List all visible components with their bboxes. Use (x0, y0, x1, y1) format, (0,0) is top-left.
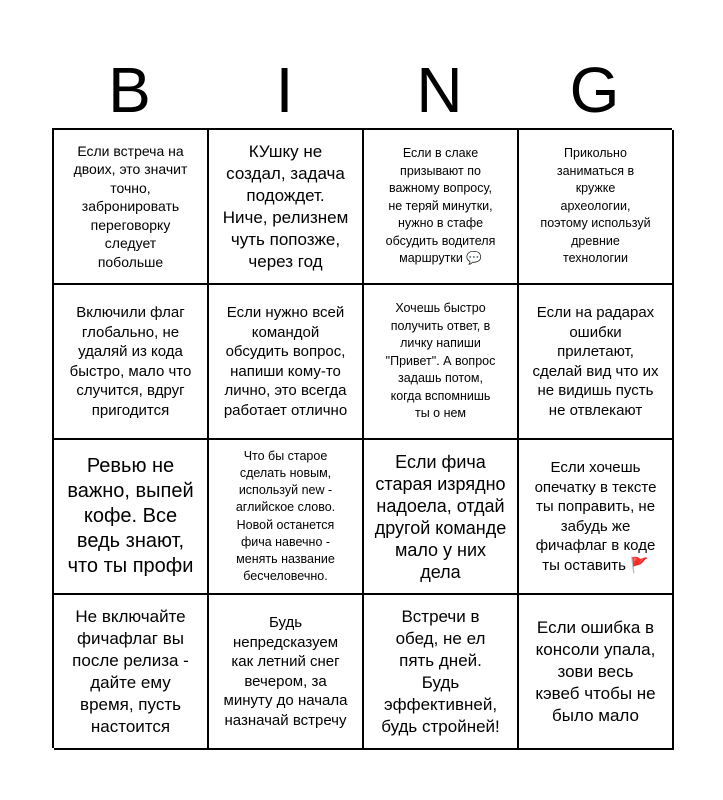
bingo-cell-text: Прикольно заниматься в кружке археологии, поэтому используй древние технологии (540, 145, 651, 266)
bingo-cell-text: Не включайте фичафлаг вы после релиза - дайте ему время, пусть настоится (72, 606, 189, 736)
bingo-cell (519, 440, 674, 595)
bingo-header (52, 52, 672, 128)
bingo-cell (54, 285, 209, 440)
bingo-cell-text: Если нужно всей командой обсудить вопрос, напиши кому-то лично, это всегда работает отлично (223, 304, 348, 419)
bingo-cell-text: Хочешь быстро получить ответ, в личку напиши "Привет". А вопрос задашь потом, когда вспомнишь ты о нем (385, 300, 496, 421)
bingo-cell (54, 440, 209, 595)
bingo-cell (209, 285, 364, 440)
bingo-grid (52, 128, 672, 748)
bingo-cell-text: Встречи в обед, не ел пять дней. Будь эффективней, будь стройней! (381, 606, 500, 736)
bingo-cell-text: Если фича старая изрядно надоела, отдай другой команде мало у них дела (374, 451, 507, 582)
bingo-cell (364, 285, 519, 440)
bingo-cell (519, 595, 674, 750)
bingo-cell (209, 130, 364, 285)
bingo-cell-text: Если встреча на двоих, это значит точно, забронировать переговорку следует побольше (73, 142, 188, 270)
bingo-cell (519, 285, 674, 440)
bingo-cell-text: Если хочешь опечатку в тексте ты поправить, не забудь же фичафлаг в коде ты оставить 🚩 (534, 459, 657, 574)
bingo-cell-text: Включили флаг глобально, не удаляй из кода быстро, мало что случится, вдруг пригодится (69, 304, 192, 419)
bingo-cell-text: КУшку не создал, задача подождет. Ниче, релизнем чуть попозже, через год (222, 141, 349, 271)
bingo-cell-text: Будь непредсказуем как летний снег вечером, за минуту до начала назначай встречу (223, 614, 348, 729)
bingo-cell (364, 595, 519, 750)
bingo-cell (209, 440, 364, 595)
bingo-cell (54, 130, 209, 285)
bingo-cell (519, 130, 674, 285)
bingo-cell-text: Если на радарах ошибки прилетают, сделай вид что их не видишь пусть не отвлекают (532, 304, 659, 419)
bingo-cell-text: Что бы старое сделать новым, используй new - аглийское слово. Новой останется фича навечно - менять название бесчеловечно. (235, 448, 336, 584)
bingo-cell-text: Если ошибка в консоли упала, зови весь кэвеб чтобы не было мало (535, 617, 656, 725)
header-letter-n: N (416, 54, 463, 126)
header-letter-i: I (275, 54, 294, 126)
header-letter-b: B (108, 54, 151, 126)
header-letter-g: G (569, 54, 620, 126)
bingo-cell (209, 595, 364, 750)
bingo-cell (54, 595, 209, 750)
bingo-cell-text: Если в слаке призывают по важному вопросу, не теряй минутки, нужно в стафе обсудить водителя маршрутки 💬 (385, 145, 496, 266)
bingo-cell-text: Ревью не важно, выпей кофе. Все ведь знают, что ты профи (67, 455, 194, 577)
bingo-cell (364, 440, 519, 595)
bingo-cell (364, 130, 519, 285)
